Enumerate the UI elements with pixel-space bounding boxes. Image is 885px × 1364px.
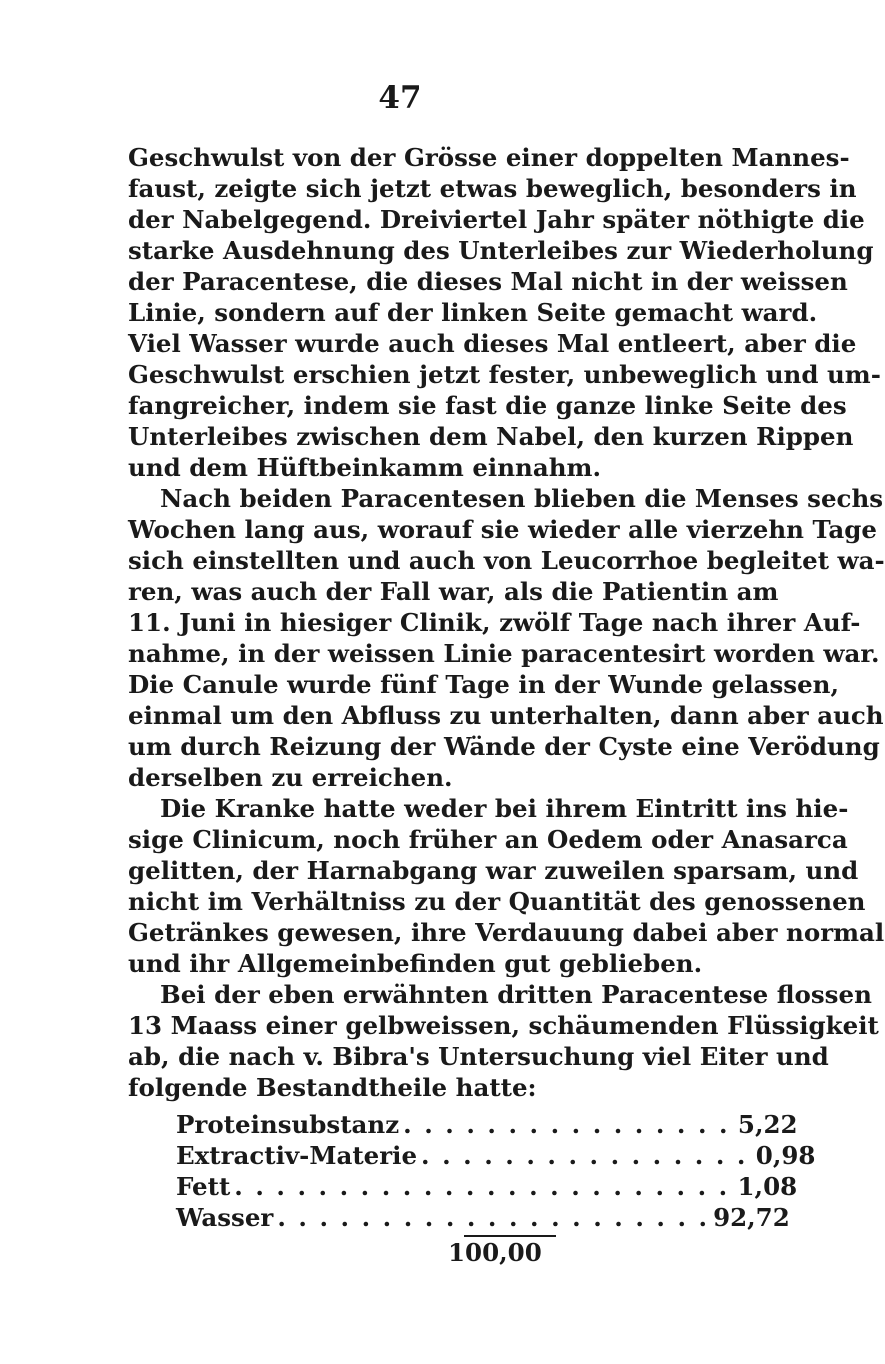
text-line: Linie, sondern auf der linken Seite gemacht ward. <box>128 298 818 327</box>
text-line: und dem Hüftbeinkamm einnahm. <box>128 453 602 482</box>
text-line: um durch Reizung der Wände der Cyste eine Verödung <box>128 732 880 761</box>
text-line: Viel Wasser wurde auch dieses Mal entleert, aber die <box>128 329 857 358</box>
component-value: 5,22 <box>737 1110 798 1139</box>
leader-dots: . . . . . . . . . . . . . . . . . . . . . . . . <box>234 1172 730 1201</box>
text-line: Die Kranke hatte weder bei ihrem Eintritt ins hie- <box>160 794 849 823</box>
composition-row <box>176 1109 798 1140</box>
text-line: gelitten, der Harnabgang war zuweilen sparsam, und <box>128 856 859 885</box>
text-line: nahme, in der weissen Linie paracentesirt worden war. <box>128 639 880 668</box>
text-line: Geschwulst erschien jetzt fester, unbeweglich und um- <box>128 360 881 389</box>
text-line: Die Canule wurde fünf Tage in der Wunde gelassen, <box>128 670 840 699</box>
leader-dots: . . . . . . . . . . . . . . . . <box>421 1141 748 1170</box>
component-label: Proteinsubstanz <box>176 1110 400 1139</box>
text-line: Nach beiden Paracentesen blieben die Menses sechs <box>160 484 884 513</box>
text-line: faust, zeigte sich jetzt etwas beweglich, besonders in <box>128 174 857 203</box>
text-line: Getränkes gewesen, ihre Verdauung dabei aber normal <box>128 918 885 947</box>
text-line: sich einstellten und auch von Leucorrhoe begleitet wa- <box>128 546 885 575</box>
composition-total: 100,00 <box>448 1238 542 1267</box>
composition-row <box>176 1202 790 1233</box>
text-line: Geschwulst von der Grösse einer doppelten Mannes- <box>128 143 850 172</box>
leader-dots: . . . . . . . . . . . . . . . . . . . . . <box>277 1203 710 1232</box>
component-value: 92,72 <box>713 1203 790 1232</box>
component-label: Fett <box>176 1172 231 1201</box>
text-line: der Nabelgegend. Dreiviertel Jahr später nöthigte die <box>128 205 865 234</box>
composition-row <box>176 1140 816 1171</box>
text-line: ren, was auch der Fall war, als die Patientin am <box>128 577 779 606</box>
text-line: Bei der eben erwähnten dritten Paracentese flossen <box>160 980 872 1009</box>
text-line: der Paracentese, die dieses Mal nicht in der weissen <box>128 267 848 296</box>
composition-row <box>176 1171 798 1202</box>
text-line: folgende Bestandtheile hatte: <box>128 1073 537 1102</box>
text-line: 11. Juni in hiesiger Clinik, zwölf Tage nach ihrer Auf- <box>128 608 861 637</box>
text-line: fangreicher, indem sie fast die ganze linke Seite des <box>128 391 847 420</box>
text-line: Wochen lang aus, worauf sie wieder alle vierzehn Tage <box>128 515 877 544</box>
component-value: 0,98 <box>755 1141 816 1170</box>
component-value: 1,08 <box>737 1172 798 1201</box>
text-line: 13 Maass einer gelbweissen, schäumenden Flüssigkeit <box>128 1011 879 1040</box>
body-text <box>128 142 885 1103</box>
text-line: derselben zu erreichen. <box>128 763 453 792</box>
composition-table <box>176 1109 816 1268</box>
text-line: sige Clinicum, noch früher an Oedem oder Anasarca <box>128 825 848 854</box>
text-line: und ihr Allgemeinbefinden gut geblieben. <box>128 949 703 978</box>
text-line: einmal um den Abfluss zu unterhalten, dann aber auch <box>128 701 884 730</box>
text-line: ab, die nach v. Bibra's Untersuchung viel Eiter und <box>128 1042 829 1071</box>
text-line: Unterleibes zwischen dem Nabel, den kurzen Rippen <box>128 422 854 451</box>
component-label: Wasser <box>176 1203 274 1232</box>
page-number: 47 <box>378 80 422 116</box>
leader-dots: . . . . . . . . . . . . . . . . <box>403 1110 730 1139</box>
text-line: nicht im Verhältniss zu der Quantität des genossenen <box>128 887 866 916</box>
component-label: Extractiv-Materie <box>176 1141 418 1170</box>
text-line: starke Ausdehnung des Unterleibes zur Wiederholung <box>128 236 874 265</box>
